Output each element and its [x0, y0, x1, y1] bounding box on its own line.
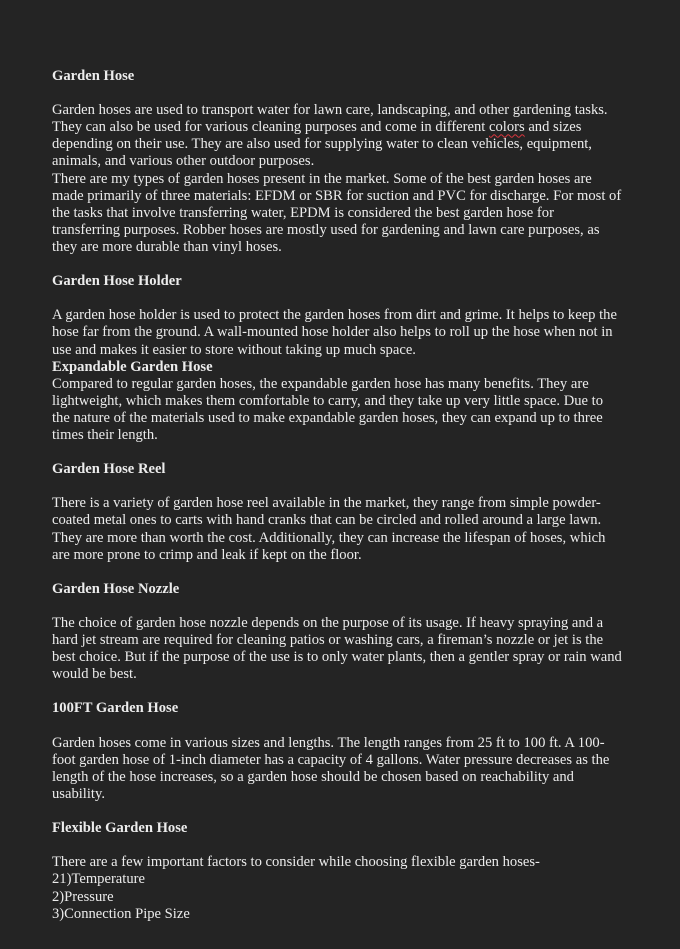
- heading-garden-hose-nozzle: Garden Hose Nozzle: [52, 580, 180, 597]
- blank-line: [52, 290, 622, 307]
- blank-line: [52, 478, 622, 495]
- heading-garden-hose-reel: Garden Hose Reel: [52, 461, 166, 478]
- paragraph: Compared to regular garden hoses, the expandable garden hose has many benefits. They are lightweight, which makes them comfortable to carry, and they take up very little space. Due to the nature of the materials used to make expandable garden hoses, they can expand up to three times their length.: [52, 375, 604, 443]
- heading-flexible-garden-hose: Flexible Garden Hose: [52, 820, 188, 837]
- blank-line: [52, 256, 622, 273]
- blank-line: [52, 837, 622, 854]
- paragraph-text: Garden hoses are used to transport water for lawn care, landscaping, and other gardening tasks. They can also be used for various cleaning purposes and come in different: [52, 102, 608, 136]
- blank-line: [52, 598, 622, 615]
- paragraph: [52, 102, 622, 170]
- heading-100ft-garden-hose: 100FT Garden Hose: [52, 700, 179, 717]
- document-page: [52, 68, 622, 923]
- paragraph-text: and sizes depending on their use. They are also used for supplying water to clean vehicles, equipment, animals, and various other outdoor purposes.: [52, 119, 592, 170]
- heading-garden-hose: Garden Hose: [52, 68, 135, 84]
- list-item: 21)Temperature: [52, 871, 145, 888]
- list-item: 2)Pressure: [52, 888, 114, 905]
- list-item: 3)Connection Pipe Size: [52, 905, 190, 922]
- heading-expandable-garden-hose: Expandable Garden Hose: [52, 358, 213, 375]
- blank-line: [52, 803, 622, 820]
- paragraph: There are a few important factors to consider while choosing flexible garden hoses-: [52, 854, 540, 871]
- heading-garden-hose-holder: Garden Hose Holder: [52, 273, 182, 290]
- misspelled-word[interactable]: colors: [489, 119, 525, 136]
- blank-line: [52, 718, 622, 735]
- blank-line: [52, 444, 622, 461]
- blank-line: [52, 683, 622, 700]
- paragraph: Garden hoses come in various sizes and lengths. The length ranges from 25 ft to 100 ft. A 100-foot garden hose of 1-inch diameter has a capacity of 4 gallons. Water pressure decreases as the length of the hose increases, so a garden hose should be chosen based on reachability and usability.: [52, 734, 610, 802]
- paragraph: The choice of garden hose nozzle depends on the purpose of its usage. If heavy spraying and a hard jet stream are required for cleaning patios or washing cars, a fireman’s nozzle or jet is the best choice. But if the purpose of the use is to only water plants, then a gentler spray or rain wand would be best.: [52, 615, 622, 683]
- blank-line: [52, 85, 622, 102]
- blank-line: [52, 564, 622, 581]
- paragraph: There are my types of garden hoses present in the market. Some of the best garden hoses are made primarily of three materials: EFDM or SBR for suction and PVC for discharge. For most of the tasks that involve transferring water, EPDM is considered the best garden hose for transferring purposes. Robber hoses are mostly used for gardening and lawn care purposes, as they are more durable than vinyl hoses.: [52, 170, 622, 255]
- paragraph: There is a variety of garden hose reel available in the market, they range from simple powder-coated metal ones to carts with hand cranks that can be circled and rolled around a large lawn. They are more than worth the cost. Additionally, they can increase the lifespan of hoses, which are more prone to crimp and leak if kept on the floor.: [52, 495, 606, 563]
- paragraph: A garden hose holder is used to protect the garden hoses from dirt and grime. It helps to keep the hose far from the ground. A wall-mounted hose holder also helps to roll up the hose when not in use and makes it easier to store without taking up much space.: [52, 307, 617, 358]
